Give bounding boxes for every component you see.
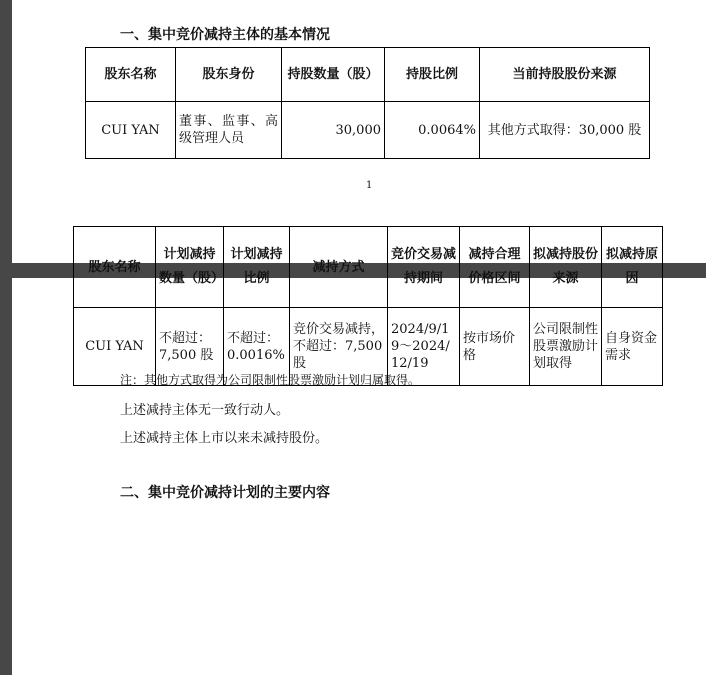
reduction-plan-table bbox=[73, 226, 663, 386]
note-no-concert-party: 上述减持主体无一致行动人。 bbox=[120, 403, 290, 418]
page-number: 1 bbox=[366, 180, 373, 191]
col-header-shareholder-name: 股东名称 bbox=[86, 48, 176, 102]
note-no-prior-reduction: 上述减持主体上市以来未减持股份。 bbox=[120, 431, 329, 446]
cell-shareholder-name: CUI YAN bbox=[74, 308, 156, 386]
col-header-planned-quantity: 计划减持数量（股） bbox=[156, 227, 224, 308]
col-header-trading-period: 竞价交易减持期间 bbox=[388, 227, 460, 308]
col-header-planned-ratio: 计划减持比例 bbox=[224, 227, 290, 308]
col-header-reduction-reason: 拟减持原因 bbox=[602, 227, 663, 308]
col-header-share-source: 拟减持股份来源 bbox=[530, 227, 602, 308]
cell-trading-period: 2024/9/19～2024/12/19 bbox=[388, 308, 460, 386]
cell-reduction-reason: 自身资金需求 bbox=[602, 308, 663, 386]
table-row bbox=[74, 308, 663, 386]
section-2-heading: 二、集中竞价减持计划的主要内容 bbox=[120, 485, 330, 501]
note-other-acquisition: 注：其他方式取得为公司限制性股票激励计划归属取得。 bbox=[120, 373, 421, 387]
cell-shares-held: 30,000 bbox=[282, 102, 385, 159]
shareholder-basic-info-table bbox=[85, 47, 650, 159]
col-header-reduction-method: 减持方式 bbox=[290, 227, 388, 308]
table-header-row bbox=[86, 48, 650, 102]
col-header-price-range: 减持合理价格区间 bbox=[460, 227, 530, 308]
cell-planned-quantity: 不超过：7,500 股 bbox=[156, 308, 224, 386]
col-header-shareholder-name: 股东名称 bbox=[74, 227, 156, 308]
cell-reduction-method: 竞价交易减持，不超过：7,500 股 bbox=[290, 308, 388, 386]
cell-planned-ratio: 不超过：0.0016% bbox=[224, 308, 290, 386]
document-page-1 bbox=[12, 0, 706, 263]
col-header-shares-held: 持股数量（股） bbox=[282, 48, 385, 102]
table-header-row bbox=[74, 227, 663, 308]
cell-shareholder-identity: 董事、监事、高级管理人员 bbox=[176, 102, 282, 159]
col-header-holding-ratio: 持股比例 bbox=[385, 48, 480, 102]
cell-price-range: 按市场价格 bbox=[460, 308, 530, 386]
table-row bbox=[86, 102, 650, 159]
cell-share-source: 其他方式取得：30,000 股 bbox=[480, 102, 650, 159]
cell-holding-ratio: 0.0064% bbox=[385, 102, 480, 159]
cell-shareholder-name: CUI YAN bbox=[86, 102, 176, 159]
col-header-shareholder-identity: 股东身份 bbox=[176, 48, 282, 102]
section-1-heading: 一、集中竞价减持主体的基本情况 bbox=[120, 27, 330, 43]
cell-share-source: 公司限制性股票激励计划取得 bbox=[530, 308, 602, 386]
col-header-share-source: 当前持股股份来源 bbox=[480, 48, 650, 102]
